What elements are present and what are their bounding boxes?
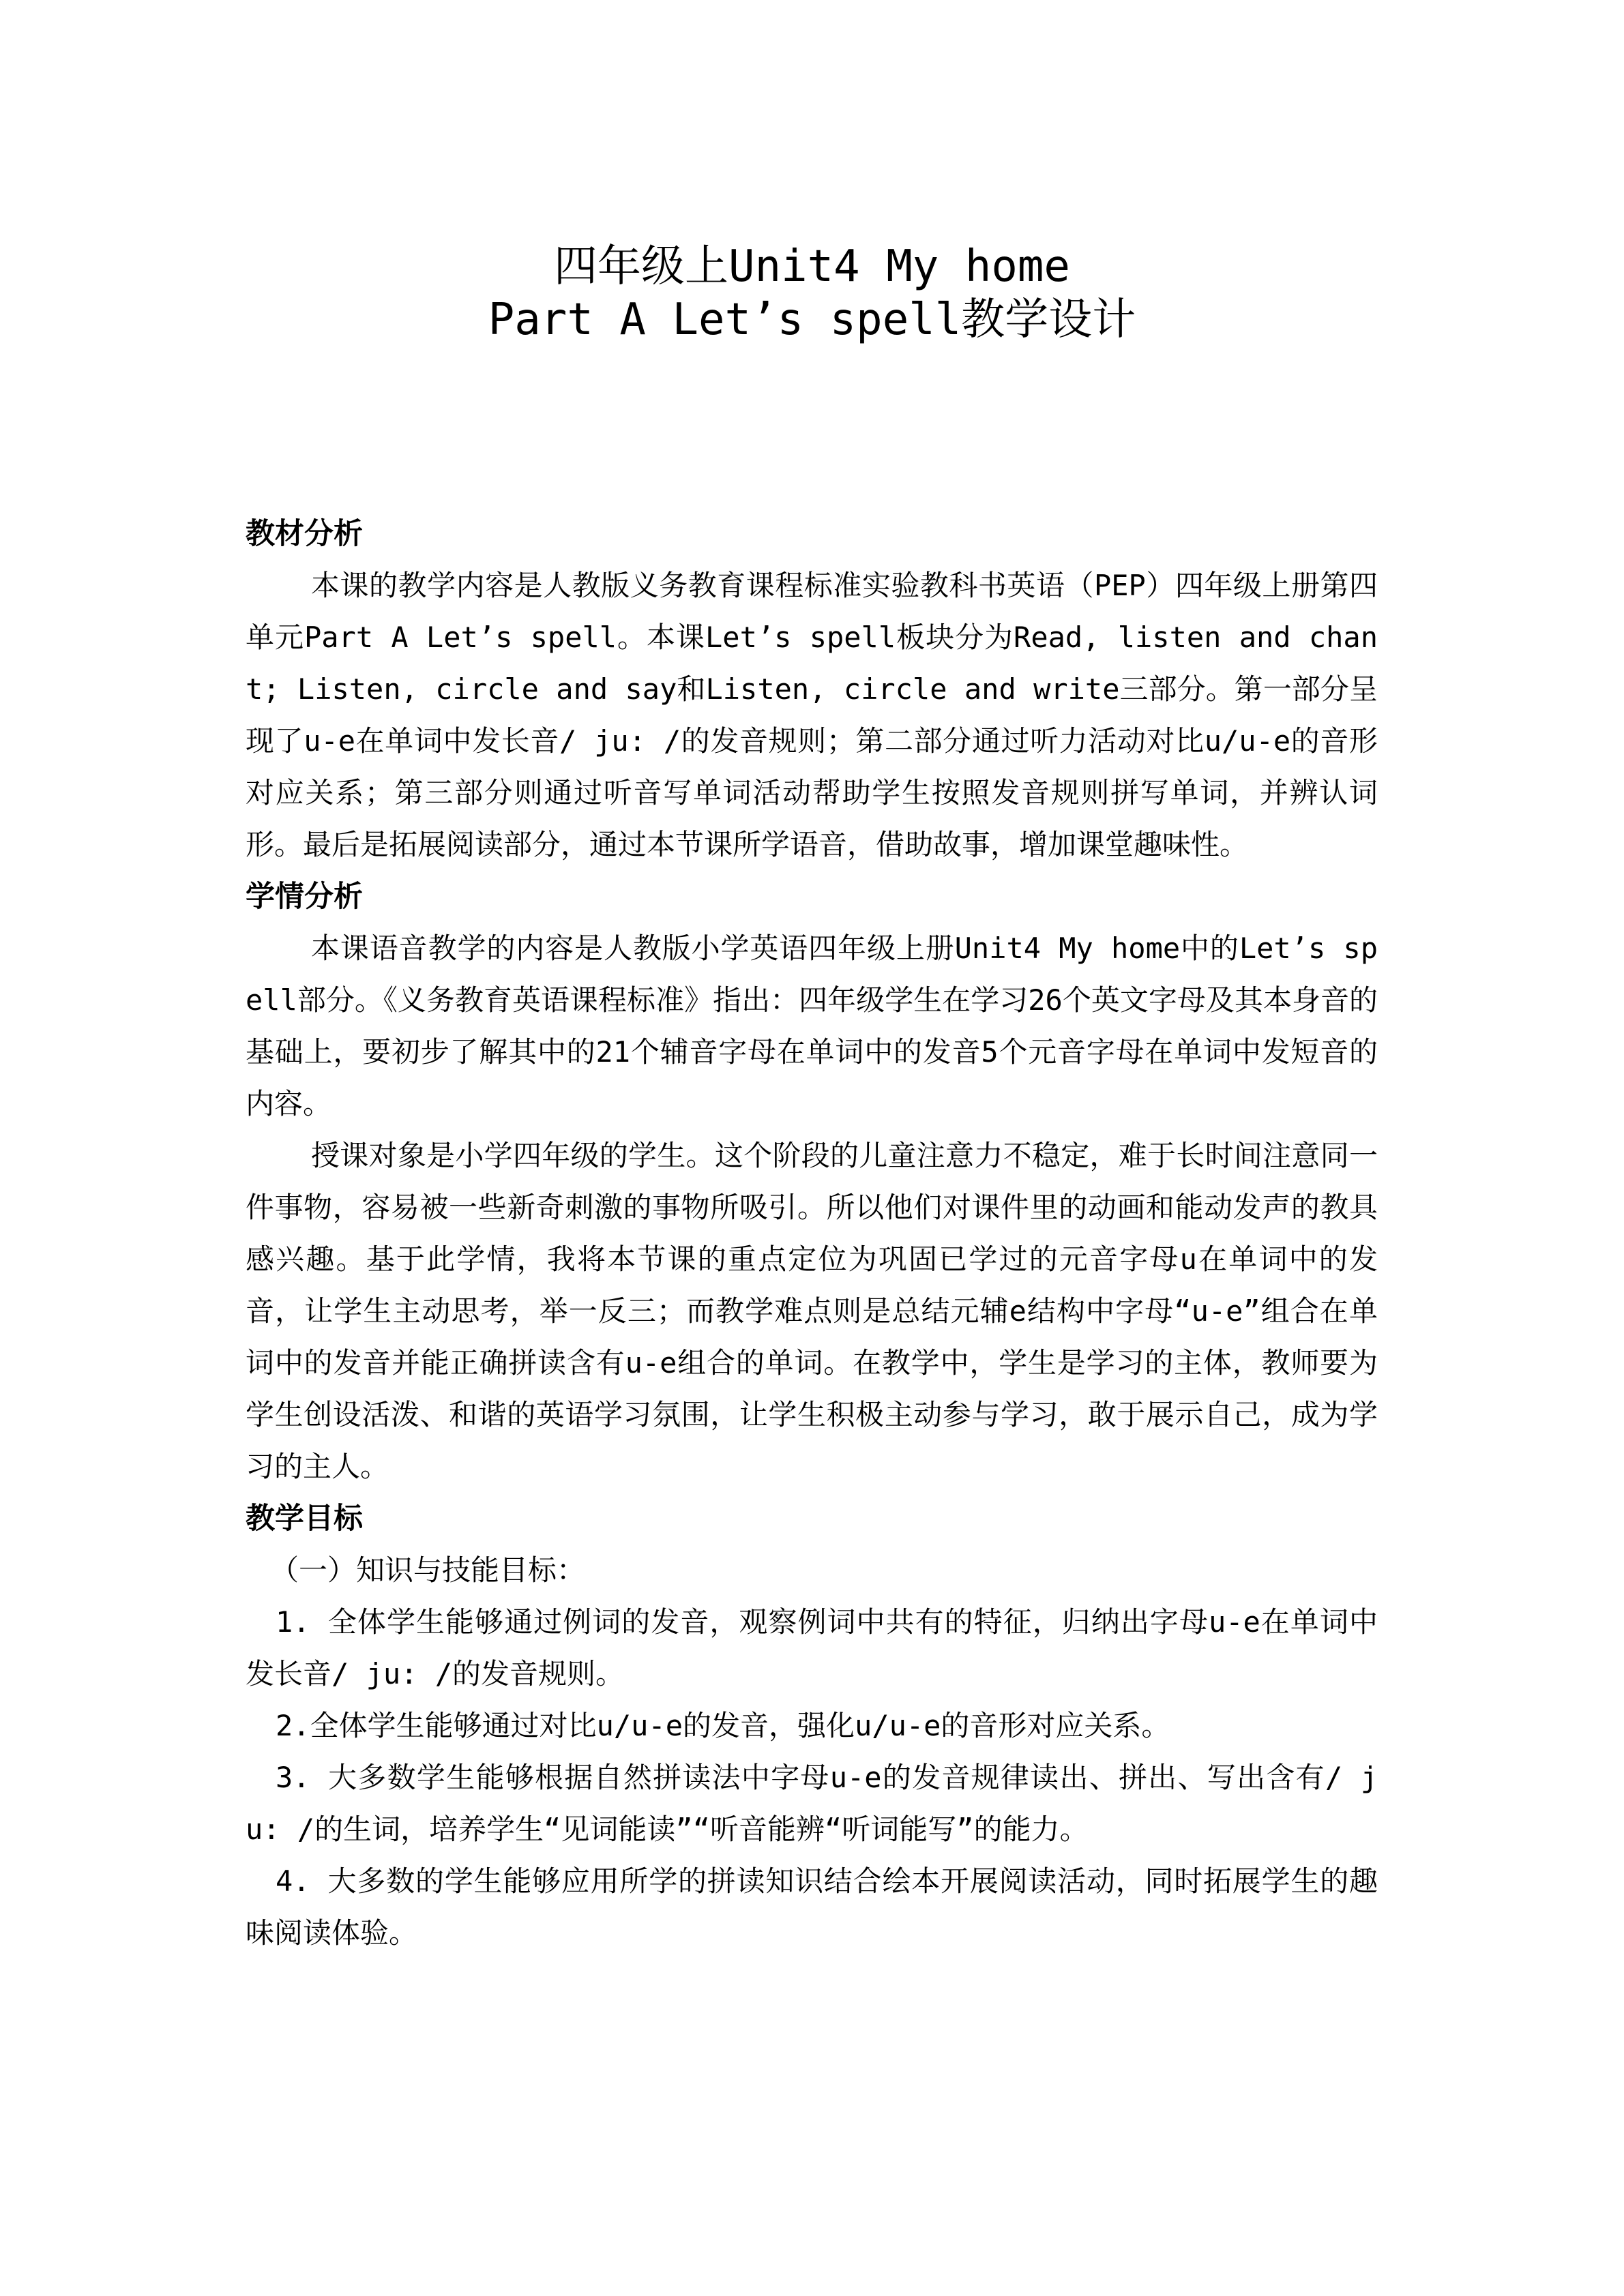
paragraph: 授课对象是小学四年级的学生。这个阶段的儿童注意力不稳定，难于长时间注意同一件事物，容易被一些新奇刺激的事物所吸引。所以他们对课件里的动画和能动发声的教具感兴趣。基于此学情，我将本节课的重点定位为巩固已学过的元音字母u在单词中的发音，让学生主动思考，举一反三；而教学难点则是总结元辅e结构中字母“u-e”组合在单词中的发音并能正确拼读含有u-e组合的单词。在教学中，学生是学习的主体，教师要为学生创设活泼、和谐的英语学习氛围，让学生积极主动参与学习，敢于展示自己，成为学习的主人。 bbox=[246, 1139, 1378, 1483]
objective-item: 3. 大多数学生能够根据自然拼读法中字母u-e的发音规律读出、拼出、写出含有/ ju: /的生词，培养学生“见词能读”“听音能辨“听词能写”的能力。 bbox=[246, 1761, 1378, 1846]
section-heading: 教学目标 bbox=[246, 1502, 363, 1536]
paragraph: 本课语音教学的内容是人教版小学英语四年级上册Unit4 My home中的Let’s spell部分。《义务教育英语课程标准》指出：四年级学生在学习26个英文字母及其本身音的基础上，要初步了解其中的21个辅音字母在单词中的发音5个元音字母在单词中发短音的内容。 bbox=[246, 931, 1378, 1120]
paragraph: 本课的教学内容是人教版义务教育课程标准实验教科书英语（PEP）四年级上册第四单元Part A Let’s spell。本课Let’s spell板块分为Read, listen and chant; Listen, circle and say和Listen, circle and write三部分。第一部分呈现了u-e在单词中发长音/ ju: /的发音规则；第二部分通过听力活动对比u/u-e的音形对应关系；第三部分则通过听音写单词活动帮助学生按照发音规则拼写单词，并辨认词形。最后是拓展阅读部分，通过本节课所学语音，借助故事，增加课堂趣味性。 bbox=[246, 569, 1378, 861]
objective-item: 2.全体学生能够通过对比u/u-e的发音，强化u/u-e的音形对应关系。 bbox=[276, 1709, 1170, 1742]
subheading: （一）知识与技能目标： bbox=[270, 1553, 586, 1587]
section-textbook-analysis bbox=[246, 508, 1378, 871]
section-heading: 学情分析 bbox=[246, 880, 363, 914]
section-student-analysis bbox=[246, 871, 1378, 1493]
objective-item: 1. 全体学生能够通过例词的发音，观察例词中共有的特征，归纳出字母u-e在单词中发长音/ ju: /的发音规则。 bbox=[246, 1605, 1378, 1690]
section-teaching-objectives bbox=[246, 1493, 1378, 1959]
objective-item: 4. 大多数的学生能够应用所学的拼读知识结合绘本开展阅读活动，同时拓展学生的趣味阅读体验。 bbox=[246, 1864, 1378, 1950]
section-heading: 教材分析 bbox=[246, 517, 363, 551]
title-line-2: Part A Let’s spell教学设计 bbox=[488, 295, 1136, 345]
title-line-1: 四年级上Unit4 My home bbox=[554, 241, 1070, 292]
document-title bbox=[0, 240, 1624, 346]
document-body bbox=[246, 508, 1378, 1959]
